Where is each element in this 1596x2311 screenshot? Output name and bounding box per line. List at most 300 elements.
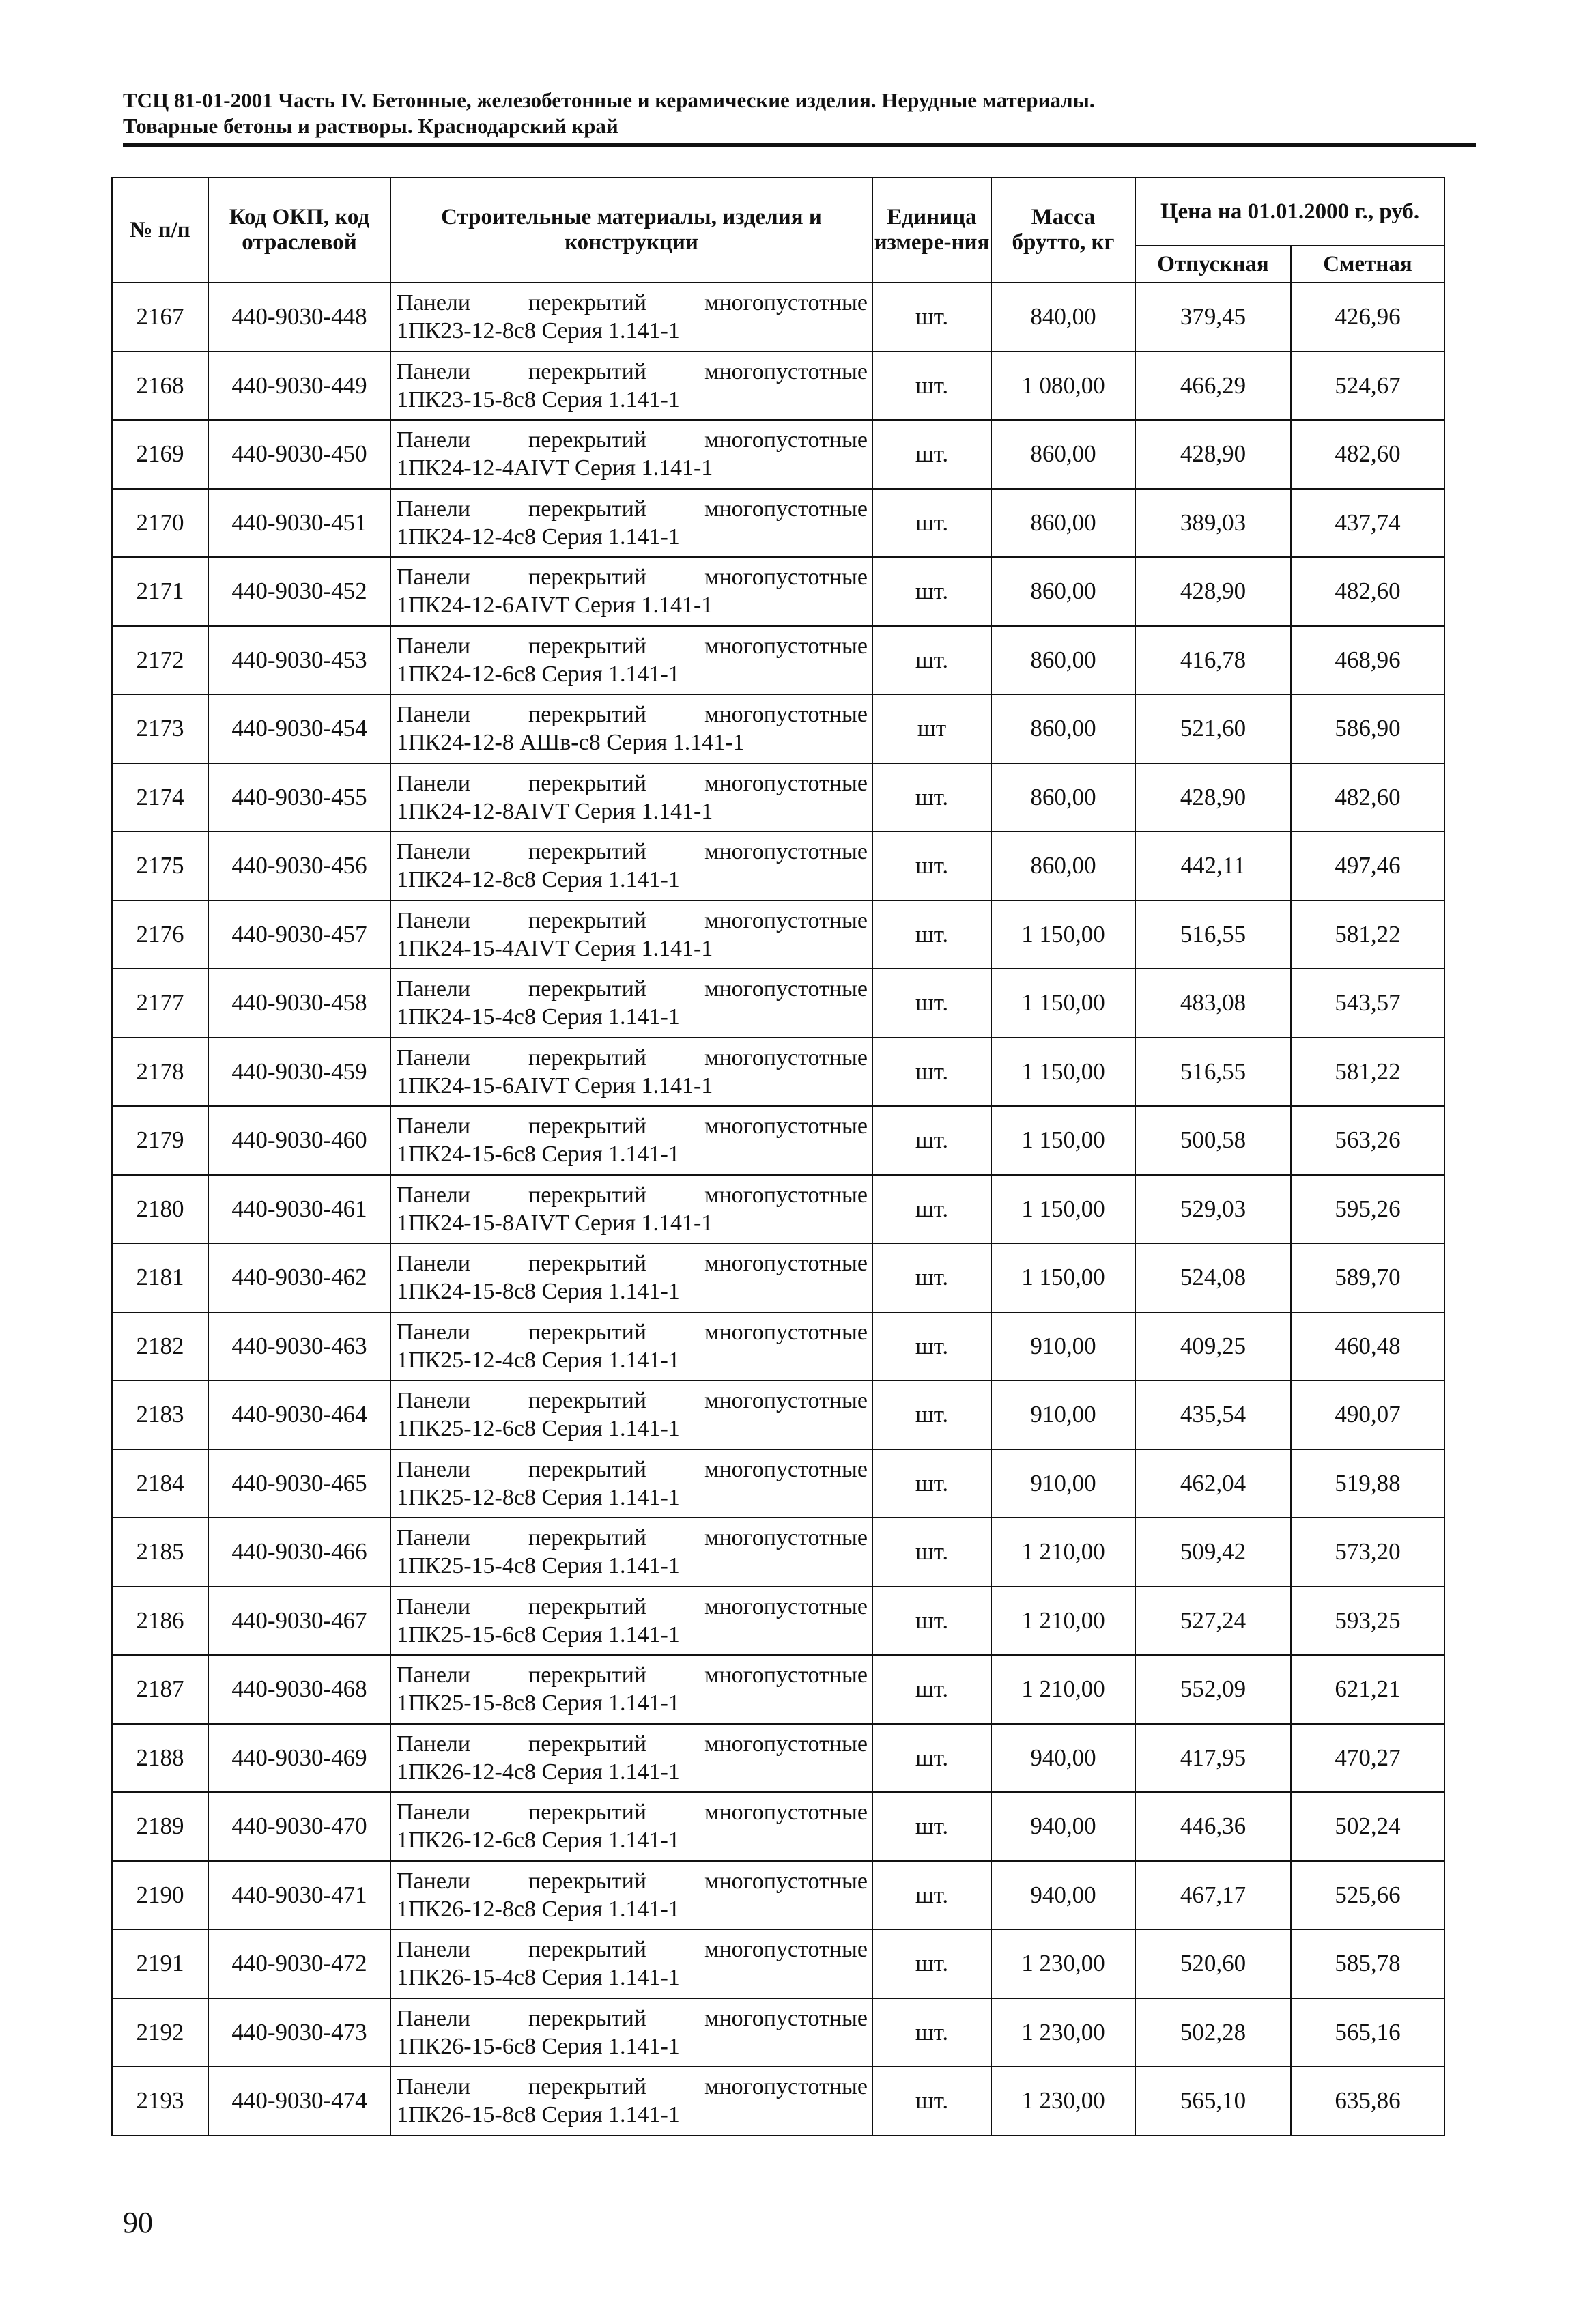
cell-code: 440-9030-465	[208, 1449, 390, 1518]
table-row	[112, 1929, 1444, 1998]
cell-mass: 860,00	[991, 420, 1135, 489]
cell-name-word: многопустотные	[704, 633, 868, 659]
cell-mass: 1 230,00	[991, 2067, 1135, 2136]
cell-name-word: Панели	[397, 633, 471, 659]
cell-unit: шт.	[872, 2067, 991, 2136]
cell-name-word: перекрытий	[528, 496, 647, 522]
cell-name-mark: 1ПК25-15-6с8 Серия 1.141-1	[397, 1621, 680, 1647]
cell-name-word: перекрытий	[528, 1182, 647, 1208]
cell-estimate-price: 482,60	[1291, 557, 1444, 626]
cell-name-word: многопустотные	[704, 2074, 868, 2100]
col-header-unit: Единица измере-ния	[872, 178, 991, 283]
table-row	[112, 1106, 1444, 1175]
cell-name-word: перекрытий	[528, 839, 647, 865]
cell-num: 2181	[112, 1243, 208, 1312]
cell-num: 2182	[112, 1312, 208, 1381]
cell-name-word: многопустотные	[704, 1593, 868, 1619]
cell-name-mark: 1ПК26-15-8с8 Серия 1.141-1	[397, 2102, 680, 2128]
cell-name-word: Панели	[397, 1731, 471, 1757]
cell-name-word: перекрытий	[528, 1319, 647, 1345]
cell-estimate-price: 525,66	[1291, 1861, 1444, 1930]
cell-unit: шт.	[872, 283, 991, 352]
cell-name	[390, 969, 872, 1038]
cell-name-mark: 1ПК26-12-8с8 Серия 1.141-1	[397, 1896, 680, 1922]
cell-num: 2185	[112, 1518, 208, 1587]
cell-release-price: 462,04	[1135, 1449, 1291, 1518]
cell-name-word: перекрытий	[528, 1251, 647, 1277]
cell-unit: шт.	[872, 557, 991, 626]
cell-name-word: Панели	[397, 1456, 471, 1482]
cell-mass: 1 150,00	[991, 1038, 1135, 1107]
cell-name-type	[397, 2073, 868, 2101]
cell-name-word: перекрытий	[528, 1114, 647, 1139]
cell-estimate-price: 565,16	[1291, 1998, 1444, 2067]
cell-release-price: 483,08	[1135, 969, 1291, 1038]
cell-unit: шт.	[872, 1929, 991, 1998]
cell-name	[390, 1380, 872, 1449]
cell-name-word: Панели	[397, 1937, 471, 1963]
cell-name	[390, 1998, 872, 2067]
cell-estimate-price: 595,26	[1291, 1175, 1444, 1244]
table-row	[112, 1518, 1444, 1587]
cell-name-type	[397, 1249, 868, 1277]
cell-estimate-price: 635,86	[1291, 2067, 1444, 2136]
cell-name-mark: 1ПК24-12-6AIVT Серия 1.141-1	[397, 593, 713, 619]
page-header	[123, 87, 1474, 139]
cell-name-word: перекрытий	[528, 1731, 647, 1757]
table-row	[112, 352, 1444, 421]
cell-name-word: перекрытий	[528, 770, 647, 796]
cell-name-word: многопустотные	[704, 907, 868, 933]
cell-code: 440-9030-454	[208, 694, 390, 763]
cell-code: 440-9030-463	[208, 1312, 390, 1381]
cell-mass: 1 210,00	[991, 1587, 1135, 1656]
cell-name-word: Панели	[397, 1662, 471, 1688]
cell-name	[390, 283, 872, 352]
cell-num: 2167	[112, 283, 208, 352]
cell-num: 2179	[112, 1106, 208, 1175]
cell-name-mark: 1ПК26-12-6с8 Серия 1.141-1	[397, 1828, 680, 1854]
cell-unit: шт.	[872, 1998, 991, 2067]
cell-unit: шт.	[872, 1518, 991, 1587]
cell-name-word: Панели	[397, 976, 471, 1002]
cell-release-price: 527,24	[1135, 1587, 1291, 1656]
cell-name-word: многопустотные	[704, 1937, 868, 1963]
table-row	[112, 1792, 1444, 1861]
cell-release-price: 516,55	[1135, 901, 1291, 969]
cell-num: 2175	[112, 832, 208, 901]
cell-name-word: Панели	[397, 702, 471, 728]
cell-unit: шт.	[872, 1380, 991, 1449]
cell-mass: 1 150,00	[991, 1175, 1135, 1244]
cell-estimate-price: 621,21	[1291, 1655, 1444, 1724]
cell-name-mark: 1ПК24-12-6с8 Серия 1.141-1	[397, 661, 680, 687]
cell-name	[390, 1587, 872, 1656]
cell-estimate-price: 581,22	[1291, 1038, 1444, 1107]
table-row	[112, 1038, 1444, 1107]
table-body	[112, 283, 1444, 2136]
cell-name-word: многопустотные	[704, 1868, 868, 1894]
cell-release-price: 565,10	[1135, 2067, 1291, 2136]
cell-unit: шт.	[872, 489, 991, 558]
cell-mass: 1 150,00	[991, 1106, 1135, 1175]
cell-name-word: перекрытий	[528, 1456, 647, 1482]
cell-unit: шт.	[872, 1038, 991, 1107]
cell-name-mark: 1ПК24-12-4AIVT Серия 1.141-1	[397, 455, 713, 481]
cell-num: 2183	[112, 1380, 208, 1449]
cell-name	[390, 1792, 872, 1861]
cell-num: 2190	[112, 1861, 208, 1930]
cell-name-mark: 1ПК25-12-4с8 Серия 1.141-1	[397, 1347, 680, 1373]
col-header-num: № п/п	[112, 178, 208, 283]
cell-name-type	[397, 495, 868, 523]
cell-name-type	[397, 563, 868, 591]
cell-num: 2180	[112, 1175, 208, 1244]
cell-estimate-price: 482,60	[1291, 420, 1444, 489]
cell-name-type	[397, 975, 868, 1003]
cell-name-word: перекрытий	[528, 1045, 647, 1071]
cell-unit: шт.	[872, 1243, 991, 1312]
cell-name-word: многопустотные	[704, 839, 868, 865]
cell-estimate-price: 497,46	[1291, 832, 1444, 901]
cell-estimate-price: 490,07	[1291, 1380, 1444, 1449]
cell-code: 440-9030-473	[208, 1998, 390, 2067]
table-header	[112, 178, 1444, 283]
cell-unit: шт.	[872, 1861, 991, 1930]
cell-name-mark: 1ПК24-12-8с8 Серия 1.141-1	[397, 867, 680, 893]
cell-name-word: перекрытий	[528, 1525, 647, 1551]
cell-unit: шт.	[872, 1312, 991, 1381]
cell-release-price: 552,09	[1135, 1655, 1291, 1724]
cell-num: 2171	[112, 557, 208, 626]
cell-mass: 940,00	[991, 1724, 1135, 1793]
cell-name	[390, 489, 872, 558]
cell-name-word: Панели	[397, 2074, 471, 2100]
cell-release-price: 379,45	[1135, 283, 1291, 352]
cell-code: 440-9030-466	[208, 1518, 390, 1587]
cell-name-word: Панели	[397, 770, 471, 796]
cell-name-word: многопустотные	[704, 1182, 868, 1208]
cell-name-type	[397, 1524, 868, 1552]
cell-estimate-price: 426,96	[1291, 283, 1444, 352]
cell-release-price: 516,55	[1135, 1038, 1291, 1107]
cell-name	[390, 626, 872, 695]
cell-name-mark: 1ПК24-15-8AIVT Серия 1.141-1	[397, 1210, 713, 1236]
cell-name-type	[397, 1387, 868, 1415]
cell-name-mark: 1ПК24-15-8с8 Серия 1.141-1	[397, 1279, 680, 1305]
cell-name-word: перекрытий	[528, 565, 647, 591]
cell-name-word: многопустотные	[704, 1456, 868, 1482]
cell-num: 2191	[112, 1929, 208, 1998]
cell-release-price: 416,78	[1135, 626, 1291, 695]
cell-estimate-price: 543,57	[1291, 969, 1444, 1038]
cell-name-type	[397, 289, 868, 317]
cell-name-word: многопустотные	[704, 1525, 868, 1551]
cell-code: 440-9030-458	[208, 969, 390, 1038]
cell-estimate-price: 468,96	[1291, 626, 1444, 695]
table-row	[112, 489, 1444, 558]
cell-name-word: многопустотные	[704, 290, 868, 316]
cell-mass: 1 080,00	[991, 352, 1135, 421]
cell-release-price: 428,90	[1135, 420, 1291, 489]
cell-code: 440-9030-472	[208, 1929, 390, 1998]
cell-num: 2189	[112, 1792, 208, 1861]
cell-name-word: перекрытий	[528, 907, 647, 933]
cell-mass: 860,00	[991, 489, 1135, 558]
cell-name-type	[397, 2004, 868, 2032]
cell-name	[390, 1175, 872, 1244]
cell-name-word: перекрытий	[528, 358, 647, 384]
cell-mass: 840,00	[991, 283, 1135, 352]
cell-unit: шт.	[872, 1449, 991, 1518]
table-row	[112, 1312, 1444, 1381]
cell-code: 440-9030-474	[208, 2067, 390, 2136]
col-header-mass: Масса брутто, кг	[991, 178, 1135, 283]
cell-num: 2170	[112, 489, 208, 558]
table-row	[112, 283, 1444, 352]
cell-estimate-price: 502,24	[1291, 1792, 1444, 1861]
cell-estimate-price: 586,90	[1291, 694, 1444, 763]
cell-name	[390, 2067, 872, 2136]
cell-name-word: Панели	[397, 1868, 471, 1894]
cell-name-word: многопустотные	[704, 1731, 868, 1757]
cell-name-word: Панели	[397, 427, 471, 453]
cell-name-word: Панели	[397, 1525, 471, 1551]
cell-name	[390, 1243, 872, 1312]
cell-name-word: Панели	[397, 1251, 471, 1277]
cell-name-word: многопустотные	[704, 496, 868, 522]
table-row	[112, 1724, 1444, 1793]
cell-name-type	[397, 1661, 868, 1689]
cell-name-word: перекрытий	[528, 290, 647, 316]
cell-release-price: 446,36	[1135, 1792, 1291, 1861]
cell-code: 440-9030-460	[208, 1106, 390, 1175]
cell-mass: 860,00	[991, 557, 1135, 626]
cell-estimate-price: 563,26	[1291, 1106, 1444, 1175]
cell-name-word: перекрытий	[528, 1388, 647, 1414]
col-header-code: Код ОКП, код отраслевой	[208, 178, 390, 283]
cell-release-price: 502,28	[1135, 1998, 1291, 2067]
cell-name-word: перекрытий	[528, 427, 647, 453]
cell-num: 2184	[112, 1449, 208, 1518]
cell-mass: 1 150,00	[991, 969, 1135, 1038]
cell-name-word: многопустотные	[704, 358, 868, 384]
cell-name-type	[397, 1730, 868, 1758]
cell-name-word: многопустотные	[704, 1388, 868, 1414]
cell-num: 2174	[112, 763, 208, 832]
cell-code: 440-9030-469	[208, 1724, 390, 1793]
cell-name-word: перекрытий	[528, 702, 647, 728]
cell-code: 440-9030-451	[208, 489, 390, 558]
cell-num: 2192	[112, 1998, 208, 2067]
cell-num: 2169	[112, 420, 208, 489]
page-number: 90	[123, 2206, 153, 2239]
cell-name-word: многопустотные	[704, 427, 868, 453]
cell-code: 440-9030-448	[208, 283, 390, 352]
cell-code: 440-9030-462	[208, 1243, 390, 1312]
cell-name-mark: 1ПК24-12-4с8 Серия 1.141-1	[397, 524, 680, 550]
cell-mass: 1 210,00	[991, 1655, 1135, 1724]
cell-name-type	[397, 1593, 868, 1621]
cell-release-price: 500,58	[1135, 1106, 1291, 1175]
cell-name-word: многопустотные	[704, 976, 868, 1002]
col-header-price-group: Цена на 01.01.2000 г., руб.	[1135, 178, 1444, 246]
table-row	[112, 420, 1444, 489]
cell-name	[390, 694, 872, 763]
cell-name	[390, 1038, 872, 1107]
cell-unit: шт.	[872, 763, 991, 832]
cell-name-word: многопустотные	[704, 1114, 868, 1139]
cell-name-word: Панели	[397, 1388, 471, 1414]
price-table	[111, 177, 1445, 2136]
cell-estimate-price: 460,48	[1291, 1312, 1444, 1381]
cell-mass: 860,00	[991, 832, 1135, 901]
cell-release-price: 428,90	[1135, 557, 1291, 626]
cell-release-price: 521,60	[1135, 694, 1291, 763]
cell-name-mark: 1ПК23-12-8с8 Серия 1.141-1	[397, 318, 680, 344]
cell-mass: 910,00	[991, 1380, 1135, 1449]
cell-name-type	[397, 1044, 868, 1072]
table-row	[112, 1861, 1444, 1930]
table-row	[112, 1380, 1444, 1449]
cell-name-type	[397, 358, 868, 386]
header-rule	[123, 143, 1476, 147]
cell-mass: 940,00	[991, 1861, 1135, 1930]
cell-estimate-price: 524,67	[1291, 352, 1444, 421]
table-row	[112, 694, 1444, 763]
cell-name-type	[397, 426, 868, 454]
cell-name	[390, 763, 872, 832]
cell-unit: шт.	[872, 969, 991, 1038]
cell-name	[390, 1929, 872, 1998]
cell-num: 2177	[112, 969, 208, 1038]
cell-num: 2172	[112, 626, 208, 695]
cell-release-price: 524,08	[1135, 1243, 1291, 1312]
cell-code: 440-9030-471	[208, 1861, 390, 1930]
cell-name	[390, 1449, 872, 1518]
table-row	[112, 626, 1444, 695]
cell-name-word: многопустотные	[704, 1319, 868, 1345]
cell-name-mark: 1ПК26-15-4с8 Серия 1.141-1	[397, 1965, 680, 1991]
cell-num: 2188	[112, 1724, 208, 1793]
cell-release-price: 442,11	[1135, 832, 1291, 901]
cell-name	[390, 1861, 872, 1930]
cell-name-word: перекрытий	[528, 1593, 647, 1619]
cell-mass: 1 230,00	[991, 1929, 1135, 1998]
cell-estimate-price: 482,60	[1291, 763, 1444, 832]
table-row	[112, 1587, 1444, 1656]
cell-num: 2173	[112, 694, 208, 763]
cell-code: 440-9030-452	[208, 557, 390, 626]
cell-unit: шт.	[872, 626, 991, 695]
cell-release-price: 466,29	[1135, 352, 1291, 421]
cell-name-word: Панели	[397, 907, 471, 933]
cell-name-mark: 1ПК24-12-8AIVT Серия 1.141-1	[397, 798, 713, 824]
cell-name-type	[397, 1936, 868, 1963]
cell-release-price: 428,90	[1135, 763, 1291, 832]
table-row	[112, 1998, 1444, 2067]
cell-estimate-price: 573,20	[1291, 1518, 1444, 1587]
cell-mass: 1 230,00	[991, 1998, 1135, 2067]
cell-name-word: перекрытий	[528, 2005, 647, 2031]
cell-estimate-price: 589,70	[1291, 1243, 1444, 1312]
table-row	[112, 1655, 1444, 1724]
cell-unit: шт.	[872, 1792, 991, 1861]
cell-code: 440-9030-461	[208, 1175, 390, 1244]
cell-name-word: Панели	[397, 290, 471, 316]
cell-num: 2187	[112, 1655, 208, 1724]
cell-code: 440-9030-457	[208, 901, 390, 969]
cell-name	[390, 1518, 872, 1587]
cell-name-word: многопустотные	[704, 2005, 868, 2031]
cell-name-type	[397, 1318, 868, 1346]
cell-name-word: Панели	[397, 1593, 471, 1619]
header-line-1: ТСЦ 81-01-2001 Часть IV. Бетонные, железобетонные и керамические изделия. Нерудные материалы.	[123, 88, 1095, 112]
cell-name-type	[397, 1181, 868, 1209]
cell-num: 2176	[112, 901, 208, 969]
col-header-name: Строительные материалы, изделия и конструкции	[390, 178, 872, 283]
cell-unit: шт.	[872, 1106, 991, 1175]
cell-name	[390, 1106, 872, 1175]
cell-name-mark: 1ПК25-15-8с8 Серия 1.141-1	[397, 1690, 680, 1716]
cell-release-price: 409,25	[1135, 1312, 1291, 1381]
cell-name	[390, 832, 872, 901]
cell-name-mark: 1ПК24-15-4AIVT Серия 1.141-1	[397, 935, 713, 961]
cell-name	[390, 557, 872, 626]
cell-name-word: Панели	[397, 839, 471, 865]
cell-name-mark: 1ПК26-15-6с8 Серия 1.141-1	[397, 2033, 680, 2059]
cell-code: 440-9030-453	[208, 626, 390, 695]
cell-name-mark: 1ПК25-15-4с8 Серия 1.141-1	[397, 1553, 680, 1579]
cell-name-word: Панели	[397, 565, 471, 591]
cell-code: 440-9030-464	[208, 1380, 390, 1449]
table-row	[112, 969, 1444, 1038]
cell-estimate-price: 585,78	[1291, 1929, 1444, 1998]
cell-name-word: Панели	[397, 1182, 471, 1208]
cell-name-word: Панели	[397, 496, 471, 522]
cell-estimate-price: 519,88	[1291, 1449, 1444, 1518]
cell-estimate-price: 581,22	[1291, 901, 1444, 969]
col-header-release: Отпускная	[1135, 246, 1291, 283]
cell-name-mark: 1ПК24-12-8 АШв-с8 Серия 1.141-1	[397, 730, 745, 756]
cell-estimate-price: 437,74	[1291, 489, 1444, 558]
cell-name-word: перекрытий	[528, 1868, 647, 1894]
cell-name	[390, 1655, 872, 1724]
cell-name-word: перекрытий	[528, 976, 647, 1002]
cell-name	[390, 352, 872, 421]
cell-mass: 910,00	[991, 1449, 1135, 1518]
cell-release-price: 389,03	[1135, 489, 1291, 558]
cell-estimate-price: 593,25	[1291, 1587, 1444, 1656]
cell-code: 440-9030-450	[208, 420, 390, 489]
cell-release-price: 509,42	[1135, 1518, 1291, 1587]
cell-name-word: перекрытий	[528, 633, 647, 659]
cell-mass: 860,00	[991, 694, 1135, 763]
cell-name-word: Панели	[397, 1800, 471, 1826]
cell-name-type	[397, 769, 868, 797]
cell-name-type	[397, 1798, 868, 1826]
cell-name-word: Панели	[397, 1319, 471, 1345]
cell-name-type	[397, 838, 868, 866]
cell-release-price: 435,54	[1135, 1380, 1291, 1449]
cell-name-mark: 1ПК25-12-8с8 Серия 1.141-1	[397, 1484, 680, 1510]
cell-name	[390, 1724, 872, 1793]
cell-num: 2186	[112, 1587, 208, 1656]
cell-mass: 860,00	[991, 626, 1135, 695]
cell-release-price: 417,95	[1135, 1724, 1291, 1793]
cell-unit: шт	[872, 694, 991, 763]
cell-mass: 1 150,00	[991, 1243, 1135, 1312]
